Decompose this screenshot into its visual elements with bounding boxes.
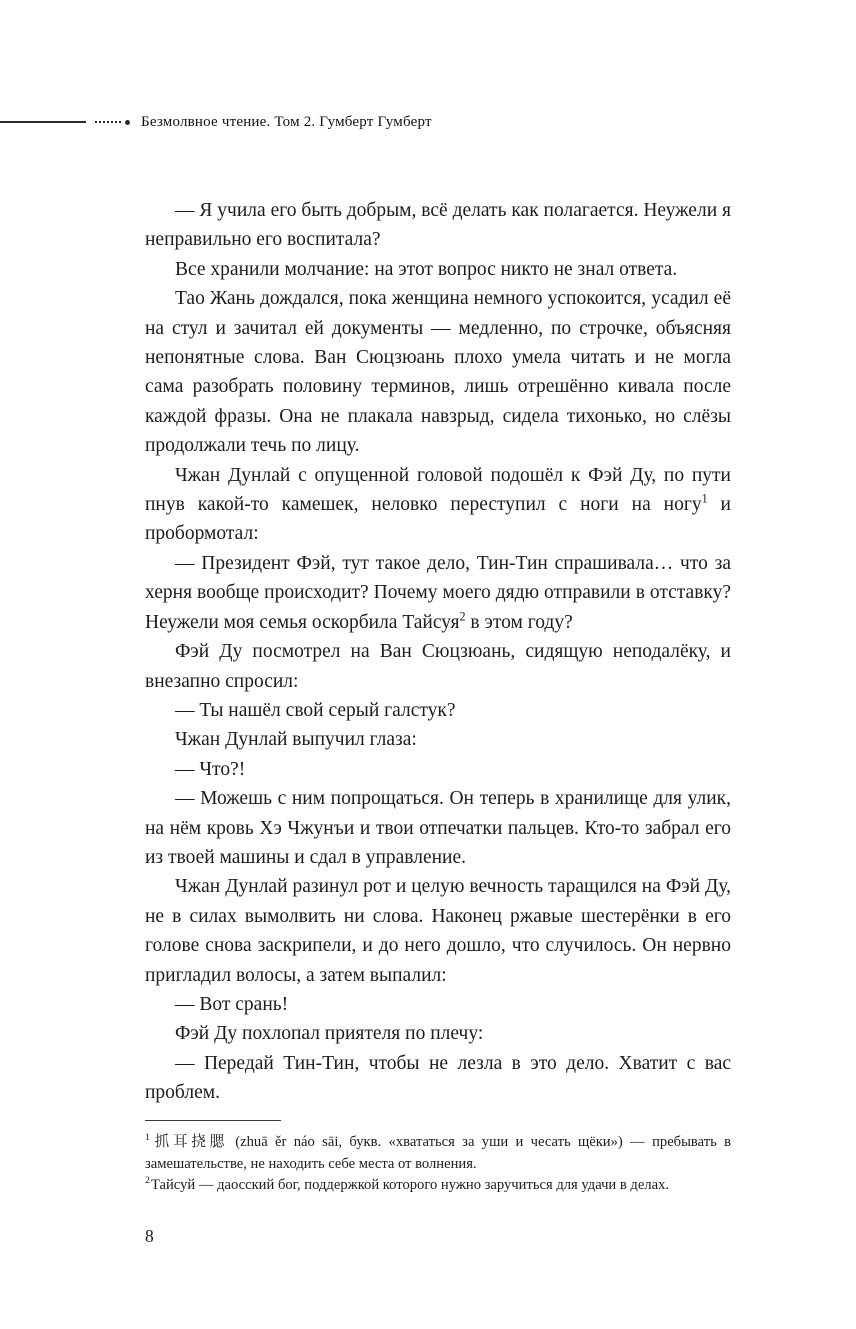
header-ornament <box>95 120 130 125</box>
paragraph: Чжан Дунлай разинул рот и целую вечность таращился на Фэй Ду, не в силах вымолвить ни слова. Наконец ржавые шестерёнки в его голове снова заскрипели, и до него дошло, что случилось. Он нервно пригладил волосы, а затем выпалил: <box>145 876 731 986</box>
paragraph: — Вот срань! <box>175 993 289 1015</box>
running-head <box>0 114 856 130</box>
paragraph: — Я учила его быть добрым, всё делать как полагается. Неужели я неправильно его воспитала? <box>145 200 731 251</box>
header-rule <box>0 121 86 123</box>
paragraph: — Ты нашёл свой серый галстук? <box>175 699 456 721</box>
paragraph: Фэй Ду посмотрел на Ван Сюцзюань, сидящую неподалёку, и внезапно спросил: <box>145 641 731 692</box>
footnote-marker: 2 <box>459 609 466 624</box>
footnote-rule <box>145 1120 281 1121</box>
footnote-marker: 1 <box>145 1132 150 1144</box>
footnotes-section <box>145 1120 731 1197</box>
body-text <box>145 196 731 1108</box>
paragraph: Все хранили молчание: на этот вопрос никто не знал ответа. <box>175 258 678 280</box>
running-title: Безмолвное чтение. Том 2. Гумберт Гумберт <box>141 113 432 130</box>
paragraph: Чжан Дунлай выпучил глаза: <box>175 729 417 751</box>
footnote-marker: 2 <box>145 1175 150 1187</box>
footnote-list <box>145 1132 731 1197</box>
ornament-dashes-icon <box>95 121 121 123</box>
page-number: 8 <box>145 1226 154 1246</box>
paragraph: — Передай Тин-Тин, чтобы не лезла в это дело. Хватит с вас проблем. <box>145 1052 731 1104</box>
footnote: $^1$抓耳挠腮 (zhuā ěr náo sāi, букв. «хвататься за уши и чесать щёки») — пребывать в замешательстве, не находить себе места от волнения. <box>145 1132 731 1172</box>
paragraph: — Можешь с ним попрощаться. Он теперь в хранилище для улик, на нём кровь Хэ Чжунъи и твои отпечатки пальцев. Кто-то забрал его из твоей машины и сдал в управление. <box>145 788 731 868</box>
footnote-marker: 1 <box>701 491 708 506</box>
footnote: $^2$Тайсуй — даосский бог, поддержкой которого нужно заручиться для удачи в делах. <box>145 1175 670 1194</box>
paragraph: Тао Жань дождался, пока женщина немного успокоится, усадил её на стул и зачитал ей документы — медленно, по строчке, объясняя непонятные слова. Ван Сюцзюань плохо умела читать и не могла сама разобрать половину терминов, лишь отрешённо кивала после каждой фразы. Она не плакала навзрыд, сидела тихонько, но слёзы продолжали течь по лицу. <box>145 288 731 457</box>
paragraph: — Президент Фэй, тут такое дело, Тин-Тин спрашивала… что за херня вообще происходит? Почему моего дядю отправили в отставку? Неужели моя семья оскорбила Тайсуя$^2$ в этом году? <box>145 552 731 633</box>
paragraph: — Что?! <box>175 758 246 780</box>
paragraph: Чжан Дунлай с опущенной головой подошёл к Фэй Ду, по пути пнув какой-то камешек, неловко переступил с ноги на ногу$^1$ и пробормотал: <box>145 464 731 545</box>
paragraph: Фэй Ду похлопал приятеля по плечу: <box>175 1023 484 1045</box>
ornament-dot-icon <box>125 120 130 125</box>
